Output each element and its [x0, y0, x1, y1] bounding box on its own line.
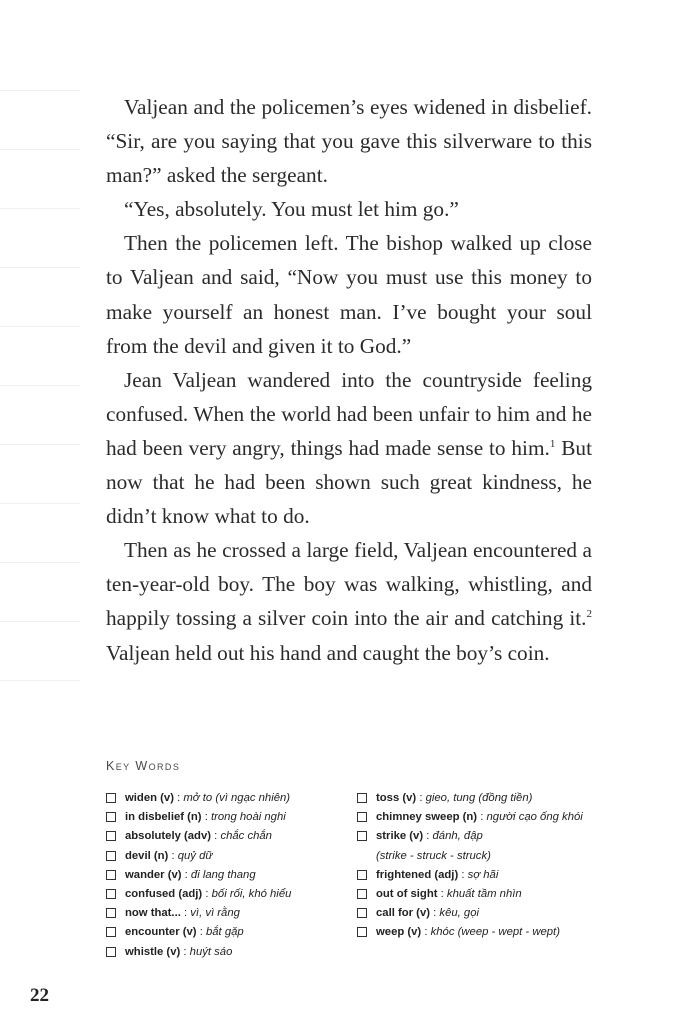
key-word-definition: khóc (weep - wept - wept) [430, 926, 560, 939]
key-word-definition: mở to (vì ngạc nhiên) [183, 792, 291, 804]
key-word-term: strike (v) [376, 830, 424, 843]
key-word-item: wander (v) : đi lang thang [106, 866, 366, 885]
footnote-marker: 2 [586, 608, 592, 621]
checkbox[interactable] [106, 793, 116, 803]
key-word-definition: kêu, gọi [439, 907, 479, 920]
key-word-term: devil (n) [125, 849, 169, 862]
key-word-term: absolutely (adv) [125, 830, 212, 843]
key-word-term: frightened (adj) [376, 868, 459, 881]
checkbox[interactable] [106, 831, 116, 841]
key-word-definition: huýt sáo [189, 945, 233, 958]
checkbox[interactable] [106, 908, 116, 918]
key-word-item: frightened (adj) : sợ hãi [357, 866, 607, 885]
checkbox[interactable] [357, 908, 367, 918]
checkbox[interactable] [357, 889, 367, 899]
key-word-term: encounter (v) [125, 926, 197, 939]
key-word-item: chimney sweep (n) : người cạo ống khói [357, 808, 607, 827]
page-number: 22 [30, 985, 49, 1006]
key-word-item: toss (v) : gieo, tung (đồng tiền) [357, 789, 607, 808]
key-word-definition: chắc chắn [220, 830, 272, 843]
paragraph-text: Then as he crossed a large field, Valjean encountered a ten-year-old boy. The boy was walking, whistling, and happily tossing a silver coin into the air and catching it. [106, 538, 592, 631]
key-word-definition: gieo, tung (đồng tiền) [425, 792, 533, 804]
checkbox[interactable] [106, 889, 116, 899]
paragraph: Valjean and the policemen’s eyes widened in disbelief. “Sir, are you saying that you gave this silverware to this man?” asked the sergeant. [106, 95, 592, 188]
checkbox[interactable] [106, 870, 116, 880]
checkbox[interactable] [357, 831, 367, 841]
key-word-item: out of sight : khuất tầm nhìn [357, 885, 607, 904]
checkbox[interactable] [106, 851, 116, 861]
paragraph [106, 363, 592, 533]
key-word-definition: người cạo ống khói [486, 811, 583, 824]
key-word-term: in disbelief (n) [125, 811, 202, 824]
key-word-item: in disbelief (n) : trong hoài nghi [106, 808, 366, 827]
key-words-right-column [357, 789, 607, 943]
key-word-item: widen (v) : mở to (vì ngạc nhiên) [106, 789, 366, 808]
checkbox[interactable] [357, 870, 367, 880]
key-word-term: wander (v) [125, 868, 182, 881]
key-word-note: (strike - struck - struck) [376, 849, 491, 862]
key-word-definition: quỷ dữ [177, 849, 213, 862]
checkbox[interactable] [357, 812, 367, 822]
footnote-marker: 1 [549, 437, 556, 450]
key-words-left-column [106, 789, 366, 962]
story-text [106, 90, 592, 670]
key-words-heading: Key Words [106, 759, 181, 773]
paragraph [106, 533, 592, 669]
key-word-item: encounter (v) : bắt gặp [106, 923, 366, 942]
key-word-definition: vì, vì rằng [190, 907, 240, 920]
key-word-item: confused (adj) : bối rối, khó hiểu [106, 885, 366, 904]
checkbox[interactable] [357, 927, 367, 937]
checkbox[interactable] [106, 947, 116, 957]
key-word-term: out of sight [376, 888, 438, 901]
key-word-item: now that... : vì, vì rằng [106, 904, 366, 923]
key-word-term: whistle (v) [125, 945, 181, 958]
key-word-term: now that... [125, 907, 181, 920]
key-word-term: confused (adj) [125, 888, 203, 901]
paragraph-text: But now that he had been shown such great kindness, he didn’t know what to do. [106, 435, 592, 529]
key-word-term: widen (v) [125, 792, 174, 804]
key-word-definition: trong hoài nghi [211, 811, 286, 824]
paragraph: “Yes, absolutely. You must let him go.” [124, 197, 459, 222]
key-word-item: whistle (v) : huýt sáo [106, 943, 366, 962]
key-word-definition: sợ hãi [467, 868, 499, 881]
key-word-definition: đi lang thang [190, 868, 256, 881]
key-word-item: call for (v) : kêu, gọi [357, 904, 607, 923]
paragraph-text: Jean Valjean wandered into the countryside feeling confused. When the world had been unfair to him and he had been very angry, things had made sense to him. [106, 367, 592, 460]
paragraph: Then the policemen left. The bishop walked up close to Valjean and said, “Now you must use this money to make yourself an honest man. I’ve bought your soul from the devil and given it to God.” [106, 231, 592, 358]
checkbox[interactable] [106, 927, 116, 937]
key-word-term: call for (v) [376, 907, 430, 920]
margin-rules [0, 90, 80, 739]
key-word-definition: bối rối, khó hiểu [211, 888, 292, 901]
key-word-definition: đánh, đập [432, 830, 483, 843]
key-word-term: toss (v) [376, 792, 417, 804]
key-word-item: absolutely (adv) : chắc chắn [106, 827, 366, 846]
checkbox[interactable] [357, 793, 367, 803]
checkbox[interactable] [106, 812, 116, 822]
key-word-term: weep (v) [376, 926, 422, 939]
key-word-term: chimney sweep (n) [376, 811, 478, 824]
paragraph-text: Valjean held out his hand and caught the boy’s coin. [106, 640, 550, 665]
key-word-item: devil (n) : quỷ dữ [106, 847, 366, 866]
key-word-definition: bắt gặp [205, 926, 244, 939]
key-word-definition: khuất tầm nhìn [446, 888, 522, 901]
key-word-item: strike (v) : đánh, đập [357, 827, 607, 846]
key-word-item: weep (v) : khóc (weep - wept - wept) [357, 923, 607, 942]
